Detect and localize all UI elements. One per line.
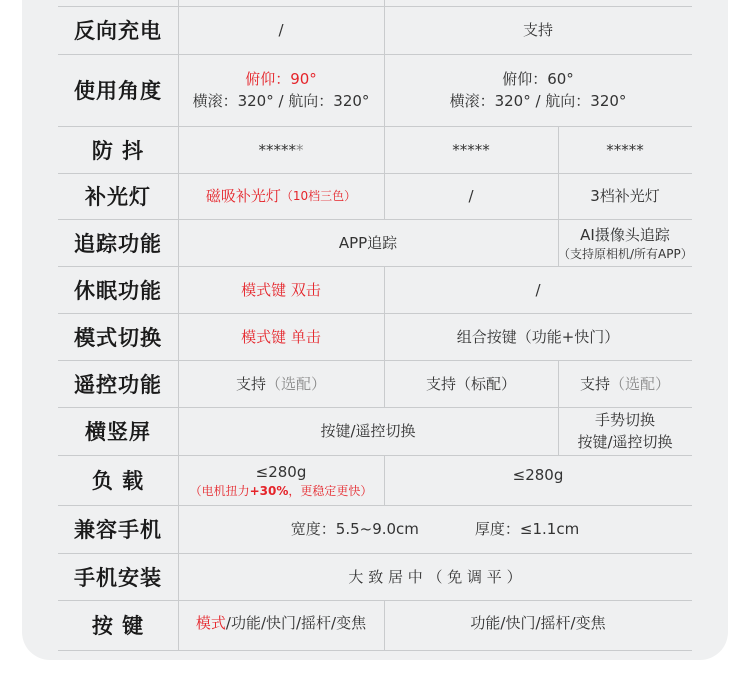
phone-mount-value: 大 致 居 中 （ 免 调 平 ） bbox=[348, 567, 522, 586]
phone-compat-value bbox=[178, 505, 692, 553]
remote-col3-main: 支持 bbox=[579, 374, 610, 393]
fill-light-col1-main: 磁吸补光灯 bbox=[205, 187, 281, 205]
angle-col1-roll-yaw: 横滚：320° / 航向：320° bbox=[192, 92, 370, 110]
angle-col23 bbox=[384, 54, 692, 126]
buttons-col1-rest: /功能/快门/摇杆/变焦 bbox=[225, 614, 367, 632]
load-col23: ≤280g bbox=[512, 466, 564, 484]
angle-col23-roll-yaw: 横滚：320° / 航向：320° bbox=[449, 92, 627, 110]
row-label-phone-compat: 兼容手机 bbox=[74, 518, 162, 542]
row-label-buttons: 按 键 bbox=[91, 614, 145, 638]
row-label-mode-switch: 模式切换 bbox=[74, 325, 162, 350]
tracking-col3-main: AI摄像头追踪 bbox=[580, 225, 670, 244]
sleep-col1: 模式键 双击 bbox=[241, 280, 321, 299]
reverse-charge-col23: 支持 bbox=[522, 21, 553, 39]
row-label-reverse-charge: 反向充电 bbox=[74, 19, 162, 43]
row-label-load: 负 载 bbox=[91, 469, 145, 493]
load-note-torque: +30% bbox=[249, 484, 289, 498]
row-label-orientation: 横竖屏 bbox=[85, 420, 151, 444]
mode-switch-col1: 模式键 单击 bbox=[241, 327, 321, 346]
remote-col2 bbox=[384, 360, 558, 407]
row-label-stabilize: 防 抖 bbox=[91, 138, 145, 163]
fill-light-col3: 3档补光灯 bbox=[590, 187, 660, 205]
tracking-col3-note: （支持原相机/所有APP） bbox=[558, 246, 693, 261]
orientation-col3-line2: 按键/遥控切换 bbox=[577, 433, 673, 451]
orientation-col3 bbox=[558, 407, 692, 455]
spec-table bbox=[58, 0, 692, 650]
stabilize-col2: ***** bbox=[452, 140, 490, 159]
buttons-col1-mode: 模式 bbox=[195, 614, 226, 632]
reverse-charge-col1: / bbox=[278, 21, 284, 39]
remote-col1-note: （选配） bbox=[266, 374, 327, 393]
row-divider bbox=[58, 650, 692, 651]
stabilize-col1 bbox=[178, 126, 384, 173]
sleep-col23: / bbox=[535, 280, 541, 299]
fill-light-col1-note: （10档三色） bbox=[280, 189, 357, 203]
load-col1 bbox=[178, 455, 384, 505]
angle-col1 bbox=[178, 54, 384, 126]
mode-switch-col23: 组合按键（功能+快门） bbox=[456, 327, 620, 346]
stabilize-col3: ***** bbox=[606, 140, 644, 159]
stabilize-col1-stars: ***** bbox=[258, 140, 296, 159]
fill-light-col1 bbox=[178, 173, 384, 219]
remote-col3 bbox=[558, 360, 692, 407]
remote-col1-main: 支持 bbox=[235, 374, 266, 393]
load-col1-value: ≤280g bbox=[255, 463, 307, 481]
tracking-col3 bbox=[558, 219, 692, 266]
remote-col3-note: （选配） bbox=[610, 374, 671, 393]
row-label-tracking: 追踪功能 bbox=[74, 231, 162, 256]
remote-col2-main: 支持 bbox=[425, 374, 456, 393]
load-col1-note bbox=[190, 483, 373, 499]
orientation-col3-line1: 手势切换 bbox=[594, 411, 655, 429]
angle-col1-pitch: 俯仰：90° bbox=[245, 70, 317, 88]
row-label-phone-mount: 手机安装 bbox=[74, 565, 162, 590]
buttons-col1 bbox=[178, 600, 384, 646]
row-label-fill-light: 补光灯 bbox=[85, 185, 151, 209]
tracking-col12: APP追踪 bbox=[338, 233, 398, 252]
remote-col1 bbox=[178, 360, 384, 407]
load-note-part: ，更稳定更快） bbox=[288, 484, 373, 498]
row-label-remote: 遥控功能 bbox=[74, 372, 162, 397]
orientation-col12: 按键/遥控切换 bbox=[320, 422, 416, 440]
angle-col23-pitch: 俯仰：60° bbox=[502, 70, 574, 88]
phone-width: 宽度：5.5~9.0cm bbox=[290, 520, 419, 538]
remote-col2-note: （标配） bbox=[456, 374, 517, 393]
stabilize-col1-dim-star: * bbox=[296, 140, 304, 159]
row-label-sleep: 休眠功能 bbox=[74, 278, 162, 303]
phone-thickness: 厚度：≤1.1cm bbox=[474, 520, 580, 538]
load-note-part: （电机扭力 bbox=[189, 484, 250, 498]
row-label-angle: 使用角度 bbox=[74, 79, 162, 103]
fill-light-col2: / bbox=[468, 187, 474, 205]
buttons-col23: 功能/快门/摇杆/变焦 bbox=[470, 614, 606, 632]
